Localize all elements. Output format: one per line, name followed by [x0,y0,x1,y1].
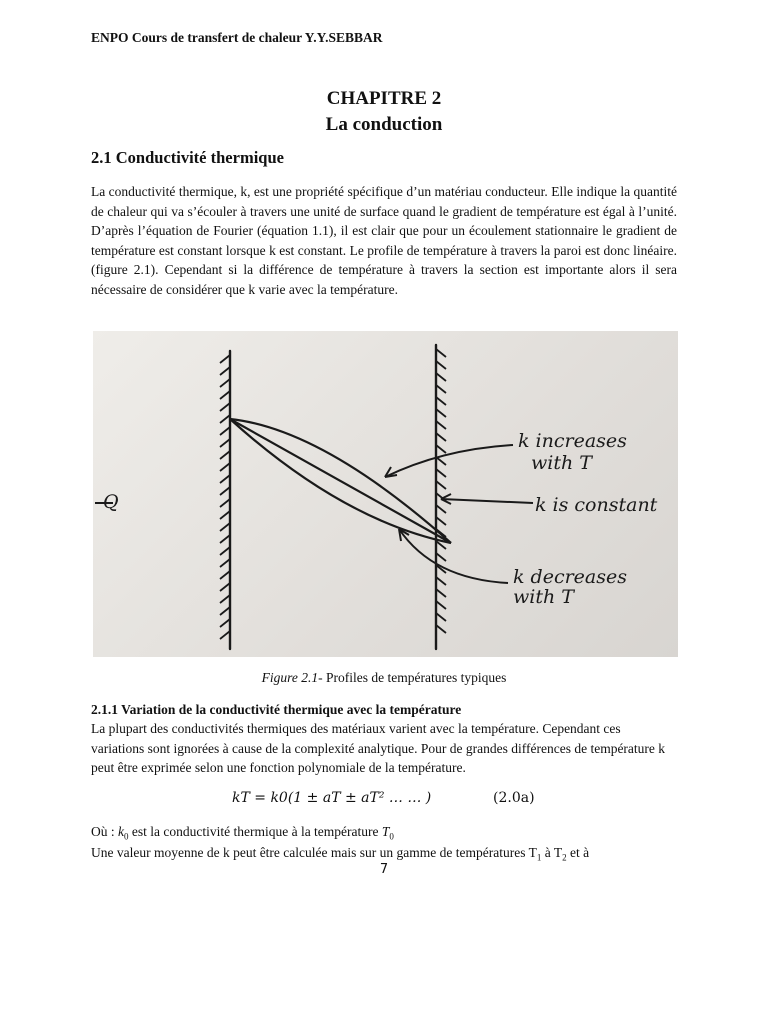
arrow-constant [441,499,533,503]
section-heading-2-1-1: 2.1.1 Variation de la conductivité thermique avec la température [91,702,462,717]
avg-text-2: à T [541,845,563,860]
figure-caption-text: - Profiles de températures typiques [318,670,507,685]
arrow-decreases [399,529,508,583]
symbol-t: T [381,824,390,839]
definition-line: Où : $k_0$ est la conductivité thermique à la température $T_0$ [91,824,394,842]
right-wall-hatching [436,349,446,633]
equation-2-0a: kT = k0(1 ± aT ± aT² … … ) [232,790,432,806]
figure-caption [0,670,768,686]
profile-constant [230,419,451,543]
symbol-k: k [118,824,124,839]
arrow-increases [385,445,513,477]
chapter-number: CHAPITRE 2 [326,88,442,109]
section-2-1-1-paragraph: La plupart des conductivités thermiques des matériaux varient avec la température. Cependant ces variations sont ignorées à cause de la complexité analytique. Pour de grandes différences de température k peut être exprimée selon une fonction polynomiale de la température. [91,721,666,776]
temperature-profile-sketch [93,331,678,657]
left-wall-hatching [220,355,230,639]
page-number: 7 [379,862,389,877]
ou-prefix: Où : [91,824,118,839]
chapter-heading [0,86,768,138]
section-heading-2-1: 2.1 Conductivité thermique [91,148,284,167]
figure-2-1-photo [93,331,678,657]
avg-text-3: et à [566,845,590,860]
section-2-1-paragraph: La conductivité thermique, k, est une propriété spécifique d’un matériau conducteur. Elle indique la quantité de chaleur qui va s’écouler à travers une unité de surface quand le gradient de température est égal à l’unité. D’après l’équation de Fourier (équation 1.1), il est clair que pour un écoulement stationnaire le gradient de température est constant lorsque k est constant. Le profile de température à travers la paroi est donc linéaire. (figure 2.1). Cependant si la différence de température à travers la section est importante alors il sera nécessaire de considérer que k varie avec la température. [91,184,677,297]
avg-sub-1: 1 [536,852,542,863]
ou-text: est la conductivité thermique à la température [128,824,382,839]
running-head: ENPO Cours de transfert de chaleur Y.Y.SEBBAR [91,30,383,45]
equation-number: (2.0a) [493,790,535,806]
label-with-t-2: with T [513,586,574,608]
label-with-t-1: with T [531,452,592,474]
q-label: Q [103,491,119,513]
avg-sub-2: 2 [562,852,567,863]
figure-label: Figure 2.1 [261,670,319,685]
avg-text-1: Une valeur moyenne de k peut être calculée mais sur un gamme de températures T [91,845,537,860]
average-line [91,845,589,863]
chapter-title: La conduction [325,114,443,135]
label-k-increases: k increases [518,430,627,452]
label-k-constant: k is constant [535,494,658,516]
label-k-decreases: k decreases [513,566,627,588]
